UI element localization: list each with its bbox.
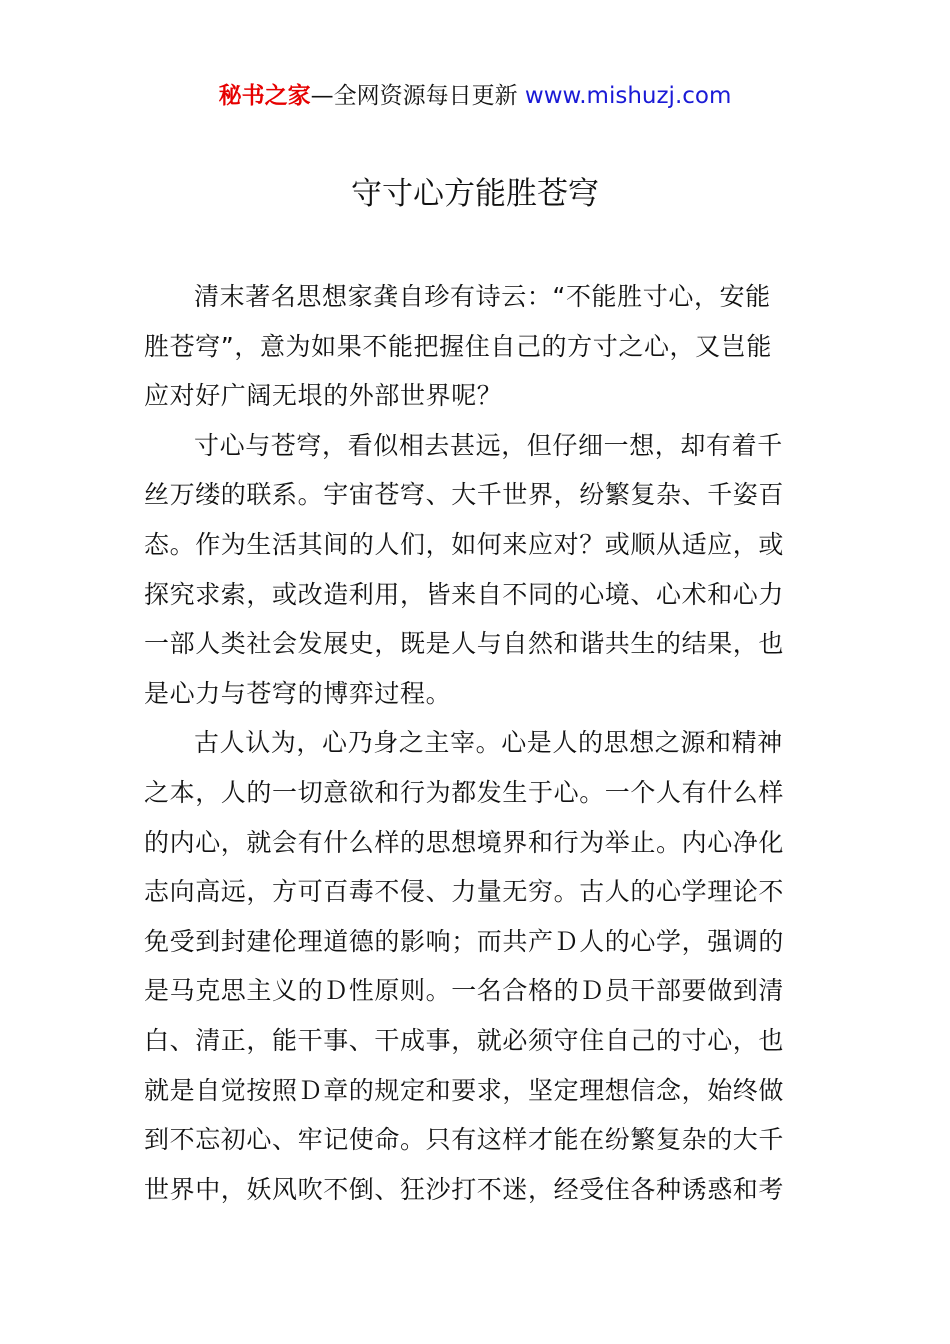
paragraph-2-line-5: 一部人类社会发展史，既是人与自然和谐共生的结果，也 bbox=[144, 629, 785, 659]
document-body bbox=[144, 272, 808, 1214]
paragraph-3-line-9: 到不忘初心、牢记使命。只有这样才能在纷繁复杂的大千 bbox=[144, 1125, 785, 1155]
document-title: 守寸心方能胜苍穹 bbox=[351, 176, 599, 212]
paragraph-1-line-1: 清末著名思想家龚自珍有诗云：“不能胜寸心，安能 bbox=[194, 282, 771, 311]
paragraph-3-line-7: 白、清正，能干事、干成事，就必须守住自己的寸心，也 bbox=[144, 1025, 785, 1055]
site-header bbox=[0, 80, 950, 112]
paragraph-3-line-3: 的内心，就会有什么样的思想境界和行为举止。内心净化 bbox=[144, 827, 785, 857]
paragraph-1-line-3: 应对好广阔无垠的外部世界呢？ bbox=[144, 381, 503, 411]
paragraph-2-line-6: 是心力与苍穹的博弈过程。 bbox=[144, 678, 452, 708]
site-url-link[interactable]: www.mishuzj.com bbox=[524, 83, 732, 109]
paragraph-2-line-3: 态。作为生活其间的人们，如何来应对？或顺从适应，或 bbox=[144, 529, 785, 559]
paragraph-2-line-2: 丝万缕的联系。宇宙苍穹、大千世界，纷繁复杂、千姿百 bbox=[144, 480, 785, 510]
paragraph-3-line-1: 古人认为，心乃身之主宰。心是人的思想之源和精神 bbox=[194, 728, 783, 758]
paragraph-3-line-5: 免受到封建伦理道德的影响；而共产Ｄ人的心学，强调的 bbox=[144, 926, 785, 956]
paragraph-2-line-1: 寸心与苍穹，看似相去甚远，但仔细一想，却有着千 bbox=[194, 430, 783, 460]
paragraph-2-line-4: 探究求索，或改造利用，皆来自不同的心境、心术和心力 bbox=[144, 579, 785, 609]
paragraph-1-line-2: 胜苍穹”，意为如果不能把握住自己的方寸之心，又岂能 bbox=[144, 331, 772, 361]
paragraph-3-line-10: 世界中，妖风吹不倒、狂沙打不迷，经受住各种诱惑和考 bbox=[144, 1174, 785, 1204]
paragraph-3-line-6: 是马克思主义的Ｄ性原则。一名合格的Ｄ员干部要做到清 bbox=[144, 976, 785, 1006]
site-brand: 秘书之家 bbox=[218, 83, 311, 109]
site-slogan: —全网资源每日更新 bbox=[310, 83, 518, 109]
paragraph-3-line-4: 志向高远，方可百毒不侵、力量无穷。古人的心学理论不 bbox=[144, 877, 785, 907]
paragraph-3-line-2: 之本，人的一切意欲和行为都发生于心。一个人有什么样 bbox=[144, 777, 785, 807]
paragraph-3-line-8: 就是自觉按照Ｄ章的规定和要求，坚定理想信念，始终做 bbox=[144, 1075, 785, 1105]
